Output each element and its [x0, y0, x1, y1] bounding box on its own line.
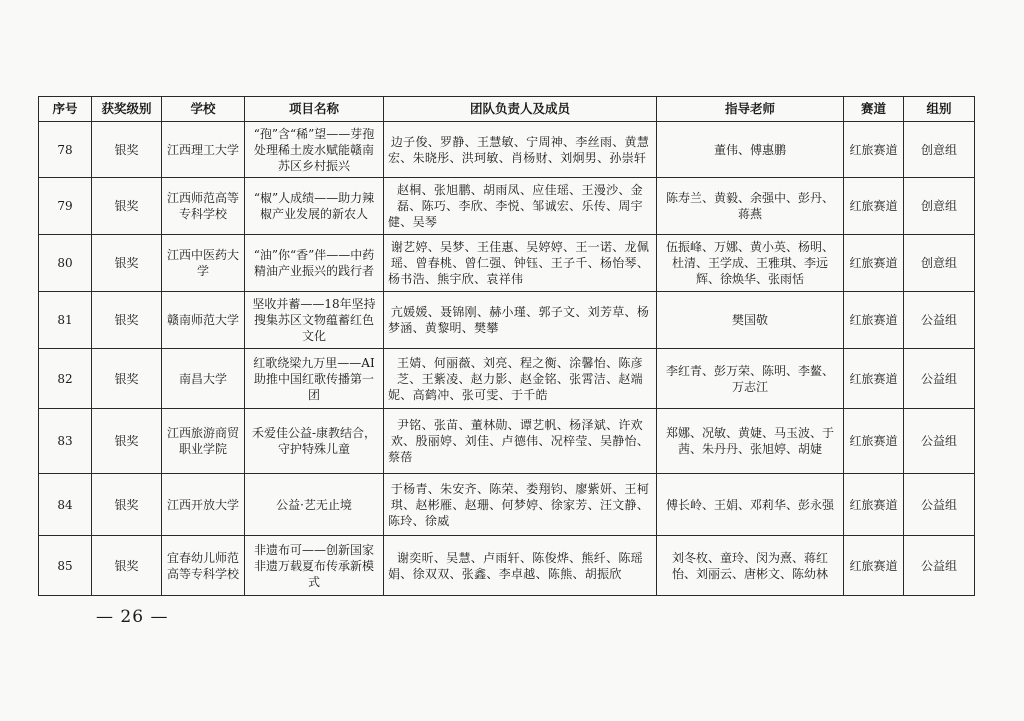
page-number: — 26 —: [96, 607, 169, 627]
school-cell: 江西开放大学: [162, 474, 245, 536]
header-cell: 赛道: [844, 97, 904, 122]
group-cell: 创意组: [904, 122, 975, 178]
project-name-cell: 红歌绕梁九万里——AI助推中国红歌传播第一团: [245, 349, 384, 409]
group-cell: 公益组: [904, 474, 975, 536]
serial-number-cell: 82: [39, 349, 92, 409]
track-cell: 红旅赛道: [844, 178, 904, 235]
serial-number-cell: 81: [39, 292, 92, 349]
header-cell: 学校: [162, 97, 245, 122]
team-members-cell: 谢艺婷、吴梦、王佳惠、吴婷婷、王一诺、龙佩瑶、曾春桃、曾仁强、钟钰、王子千、杨怡琴、杨书浩、熊宇欣、袁祥伟: [384, 235, 657, 292]
header-cell: 序号: [39, 97, 92, 122]
project-name-cell: “椒”人成绩——助力辣椒产业发展的新农人: [245, 178, 384, 235]
project-name-cell: 非遗布可——创新国家非遗万载夏布传承新模式: [245, 536, 384, 596]
table-row: [39, 474, 975, 536]
award-level-cell: 银奖: [92, 536, 162, 596]
school-cell: 江西师范高等专科学校: [162, 178, 245, 235]
serial-number-cell: 84: [39, 474, 92, 536]
table-row: [39, 235, 975, 292]
advisors-cell: 董伟、傅惠鹏: [657, 122, 844, 178]
team-members-cell: 边子俊、罗静、王慧敏、宁周神、李丝雨、黄慧宏、朱晓彤、洪珂敏、肖杨财、刘炯男、孙崇轩: [384, 122, 657, 178]
table-row: [39, 292, 975, 349]
award-level-cell: 银奖: [92, 292, 162, 349]
team-members-cell: 王婧、何丽薇、刘亮、程之衡、涂馨怡、陈彦芝、王紫凌、赵力影、赵金铭、张霄洁、赵端妮、高鹤冲、张可雯、于千皓: [384, 349, 657, 409]
header-cell: 获奖级别: [92, 97, 162, 122]
advisors-cell: 傅长岭、王娟、邓莉华、彭永强: [657, 474, 844, 536]
track-cell: 红旅赛道: [844, 409, 904, 474]
award-level-cell: 银奖: [92, 409, 162, 474]
advisors-cell: 樊国敬: [657, 292, 844, 349]
table-row: [39, 349, 975, 409]
project-name-cell: 公益·艺无止境: [245, 474, 384, 536]
project-name-cell: 禾爱佳公益-康教结合，守护特殊儿童: [245, 409, 384, 474]
group-cell: 公益组: [904, 349, 975, 409]
serial-number-cell: 78: [39, 122, 92, 178]
table-row: [39, 178, 975, 235]
school-cell: 南昌大学: [162, 349, 245, 409]
advisors-cell: 伍振峰、万娜、黄小英、杨明、杜清、王学成、王雅琪、李远辉、徐焕华、张雨恬: [657, 235, 844, 292]
serial-number-cell: 85: [39, 536, 92, 596]
project-name-cell: 坚收并蓄——18年坚持搜集苏区文物蕴蓄红色文化: [245, 292, 384, 349]
school-cell: 宜春幼儿师范高等专科学校: [162, 536, 245, 596]
table-row: [39, 409, 975, 474]
group-cell: 公益组: [904, 409, 975, 474]
group-cell: 创意组: [904, 178, 975, 235]
header-cell: 团队负责人及成员: [384, 97, 657, 122]
table-header-row: [39, 97, 975, 122]
track-cell: 红旅赛道: [844, 536, 904, 596]
award-level-cell: 银奖: [92, 474, 162, 536]
group-cell: 创意组: [904, 235, 975, 292]
advisors-cell: 郑娜、况敏、黄婕、马玉波、于茜、朱丹丹、张旭婷、胡婕: [657, 409, 844, 474]
advisors-cell: 李红青、彭万荣、陈明、李鳌、万志江: [657, 349, 844, 409]
table-row: [39, 122, 975, 178]
track-cell: 红旅赛道: [844, 474, 904, 536]
team-members-cell: 谢奕昕、吴慧、卢雨轩、陈俊烨、熊纤、陈瑶娟、徐双双、张鑫、李卓越、陈熊、胡振欣: [384, 536, 657, 596]
school-cell: 赣南师范大学: [162, 292, 245, 349]
award-level-cell: 银奖: [92, 178, 162, 235]
serial-number-cell: 83: [39, 409, 92, 474]
award-level-cell: 银奖: [92, 349, 162, 409]
table-row: [39, 536, 975, 596]
school-cell: 江西理工大学: [162, 122, 245, 178]
team-members-cell: 尹铭、张苗、董林勋、谭艺帆、杨泽斌、许欢欢、殷丽婷、刘佳、卢德伟、况梓莹、吴静怡、蔡蓓: [384, 409, 657, 474]
advisors-cell: 刘冬枚、童玲、闵为熹、蒋红怡、刘丽云、唐彬文、陈幼林: [657, 536, 844, 596]
header-cell: 组别: [904, 97, 975, 122]
advisors-cell: 陈寿兰、黄毅、余强中、彭丹、蒋燕: [657, 178, 844, 235]
group-cell: 公益组: [904, 536, 975, 596]
track-cell: 红旅赛道: [844, 235, 904, 292]
track-cell: 红旅赛道: [844, 122, 904, 178]
school-cell: 江西中医药大学: [162, 235, 245, 292]
track-cell: 红旅赛道: [844, 349, 904, 409]
group-cell: 公益组: [904, 292, 975, 349]
project-name-cell: “油”你“香”伴——中药精油产业振兴的践行者: [245, 235, 384, 292]
header-cell: 项目名称: [245, 97, 384, 122]
serial-number-cell: 80: [39, 235, 92, 292]
team-members-cell: 于杨青、朱安齐、陈荣、娄翔钧、廖紫妍、王柯琪、赵彬雁、赵珊、何梦婷、徐家芳、汪文静、陈玲、徐威: [384, 474, 657, 536]
award-table: [38, 96, 975, 596]
track-cell: 红旅赛道: [844, 292, 904, 349]
serial-number-cell: 79: [39, 178, 92, 235]
school-cell: 江西旅游商贸职业学院: [162, 409, 245, 474]
team-members-cell: 赵桐、张旭鹏、胡雨凤、应佳瑶、王漫沙、金磊、陈巧、李欣、李悦、邹诚宏、乐传、周宇健、吴琴: [384, 178, 657, 235]
header-cell: 指导老师: [657, 97, 844, 122]
award-level-cell: 银奖: [92, 122, 162, 178]
team-members-cell: 亢媛媛、聂锦刚、赫小瑾、郭子文、刘芳草、杨梦涵、黄黎明、樊攀: [384, 292, 657, 349]
project-name-cell: “孢”含“稀”望——芽孢处理稀土废水赋能赣南苏区乡村振兴: [245, 122, 384, 178]
award-level-cell: 银奖: [92, 235, 162, 292]
